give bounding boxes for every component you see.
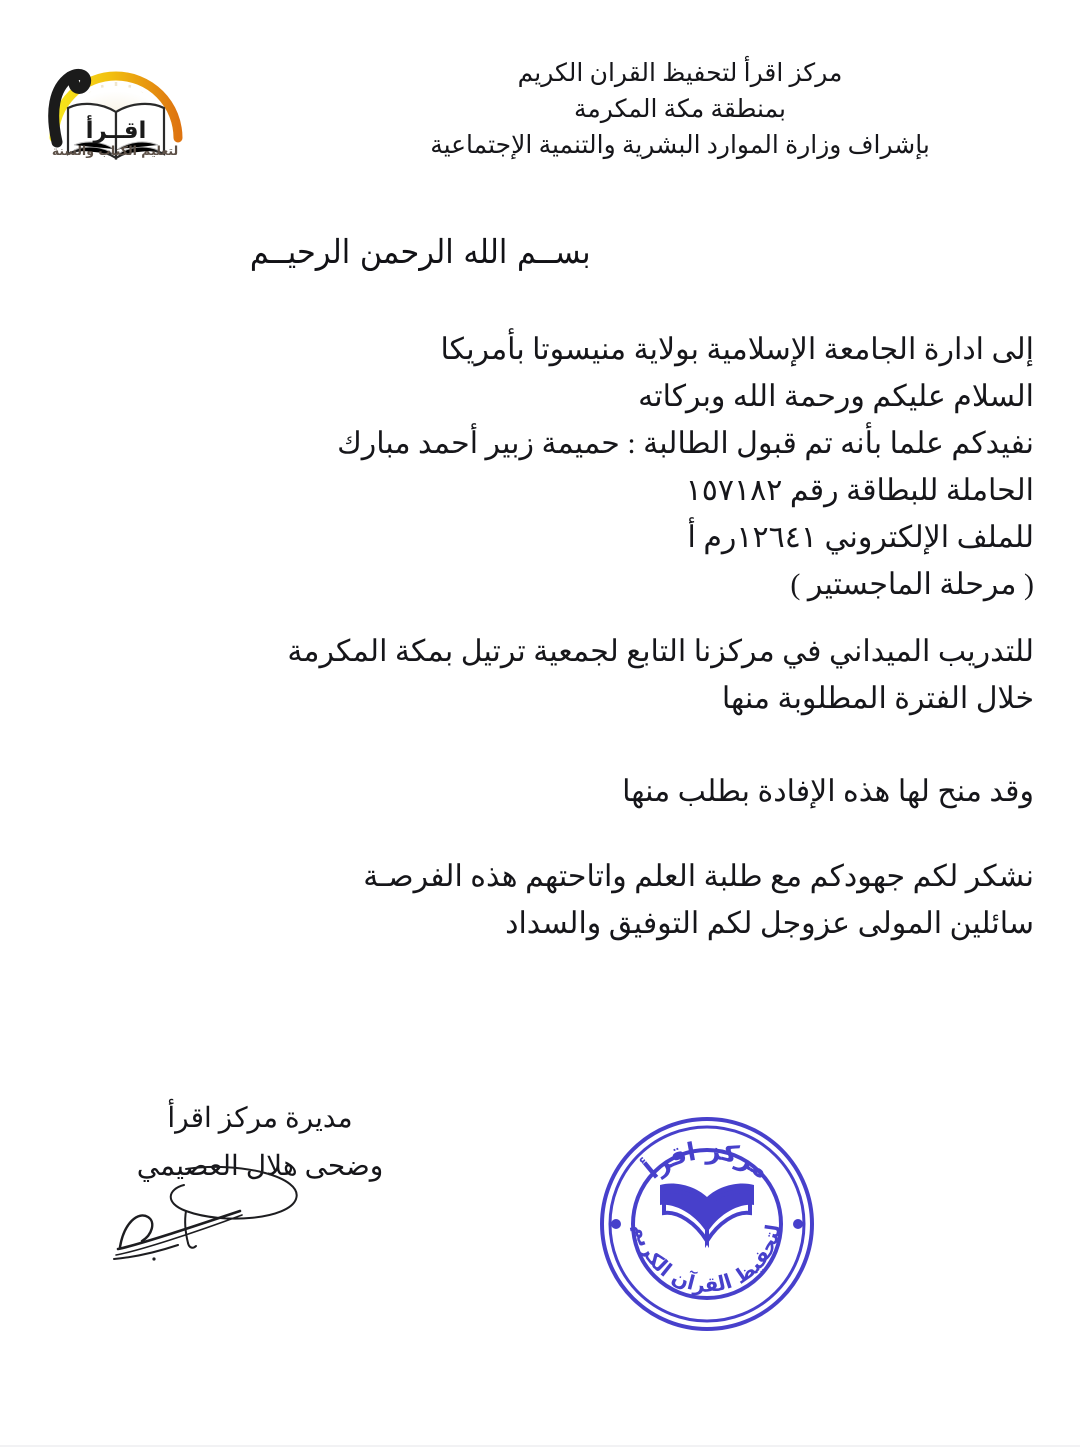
paragraph-issued	[44, 768, 1034, 815]
recipient-line: إلى ادارة الجامعة الإسلامية بولاية منيسوتا بأمريكا	[440, 333, 1034, 366]
stamp-book-emblem	[660, 1184, 754, 1242]
stage-line: ( مرحلة الماجستير )	[790, 568, 1034, 601]
paragraph-thanks	[44, 853, 1034, 947]
training-line-1: للتدريب الميداني في مركزنا التابع لجمعية ترتيل بمكة المكرمة	[287, 635, 1034, 668]
letterhead-line-2: بمنطقة مكة المكرمة	[573, 96, 787, 123]
official-round-stamp	[590, 1105, 825, 1340]
acceptance-line: نفيدكم علما بأنه تم قبول الطالبة : حميمة زبير أحمد مبارك	[337, 427, 1034, 460]
letterhead-line-3: بإشراف وزارة الموارد البشرية والتنمية الإجتماعية	[430, 132, 930, 159]
greeting-line: السلام عليكم ورحمة الله وبركاته	[638, 380, 1034, 413]
logo-caption: لتعليم الكتاب والسنة	[51, 143, 179, 158]
letterhead-text	[320, 56, 1040, 164]
issued-line-1: وقد منح لها هذه الإفادة بطلب منها	[622, 775, 1034, 808]
stamp-bottom-text: لتحفيظ القرآن الكريم	[629, 1221, 786, 1297]
electronic-file-line: للملف الإلكتروني ١٢٦٤١رم أ	[687, 521, 1034, 554]
basmala	[0, 232, 1080, 271]
paragraph-address	[44, 326, 1034, 608]
basmala-text: بســم الله الرحمن الرحيــم	[249, 232, 591, 271]
iqra-center-logo	[30, 30, 200, 182]
letterhead	[0, 0, 1080, 190]
letterhead-line-1: مركز اقرأ لتحفيظ القران الكريم	[517, 60, 843, 87]
thanks-line-1: نشكر لكم جهودكم مع طلبة العلم واتاحتهم هذه الفرصـة	[363, 860, 1034, 893]
signatory-title: مديرة مركز اقرأ	[167, 1103, 353, 1134]
logo-wordmark: اقــرأ	[85, 118, 147, 144]
stamp-top-text: مركز اقرأ	[638, 1135, 776, 1185]
paragraph-training	[44, 628, 1034, 722]
handwritten-signature	[90, 1155, 350, 1270]
signatory-name: وضحى هلال العصيمي	[136, 1151, 384, 1182]
card-number-line: الحاملة للبطاقة رقم ١٥٧١٨٢	[685, 474, 1034, 507]
training-line-2: خلال الفترة المطلوبة منها	[721, 682, 1034, 715]
thanks-line-2: سائلين المولى عزوجل لكم التوفيق والسداد	[505, 907, 1034, 940]
